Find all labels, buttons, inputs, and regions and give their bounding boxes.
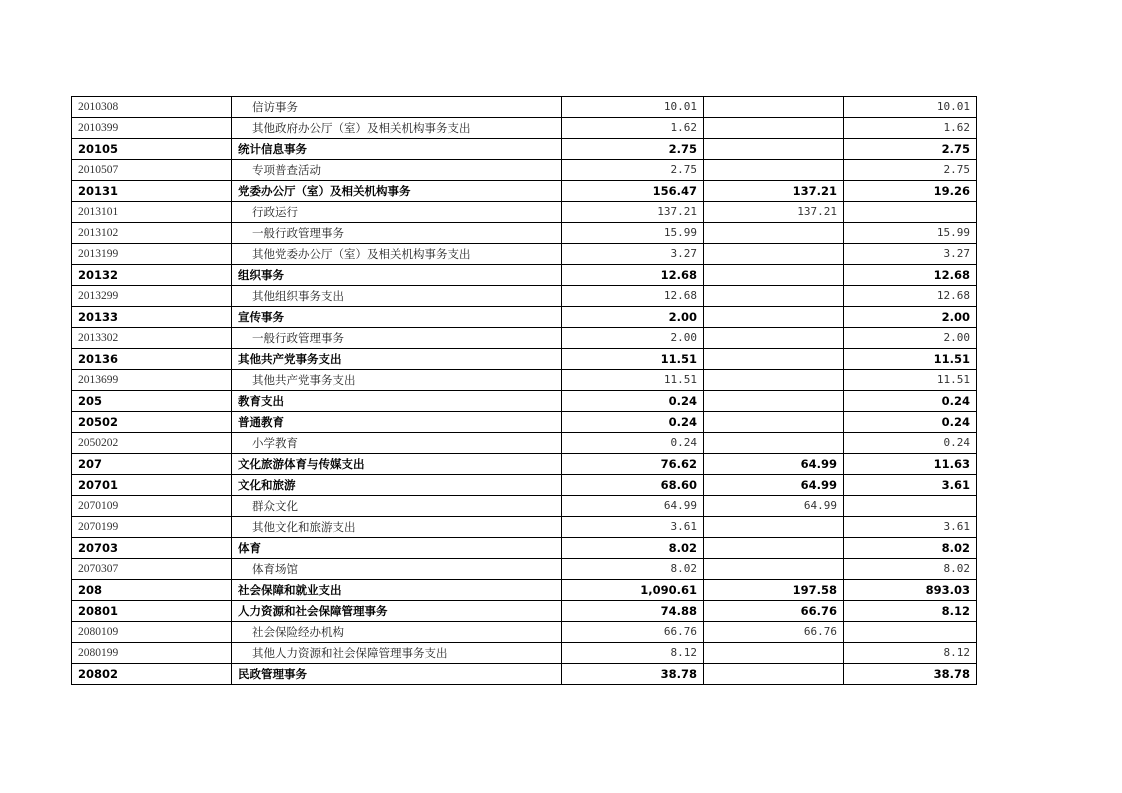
subject-code-cell: 2010399 [72, 118, 232, 139]
subject-name-cell: 其他共产党事务支出 [232, 370, 562, 391]
basic-expenditure-cell: 66.76 [704, 601, 844, 622]
table-row [72, 412, 977, 433]
project-expenditure-cell [844, 622, 977, 643]
subject-code-cell: 20136 [72, 349, 232, 370]
subject-name-cell: 行政运行 [232, 202, 562, 223]
total-amount-cell: 137.21 [562, 202, 704, 223]
total-amount-cell: 74.88 [562, 601, 704, 622]
total-amount-cell: 10.01 [562, 97, 704, 118]
table-row [72, 265, 977, 286]
table-row [72, 643, 977, 664]
subject-name-cell: 一般行政管理事务 [232, 223, 562, 244]
subject-code-cell: 2013699 [72, 370, 232, 391]
subject-code-cell: 20502 [72, 412, 232, 433]
basic-expenditure-cell [704, 643, 844, 664]
total-amount-cell: 12.68 [562, 265, 704, 286]
table-row [72, 580, 977, 601]
subject-code-cell: 20802 [72, 664, 232, 685]
subject-name-cell: 其他组织事务支出 [232, 286, 562, 307]
subject-code-cell: 2013299 [72, 286, 232, 307]
table-row [72, 181, 977, 202]
table-row [72, 454, 977, 475]
total-amount-cell: 76.62 [562, 454, 704, 475]
total-amount-cell: 2.00 [562, 307, 704, 328]
subject-code-cell: 2070199 [72, 517, 232, 538]
subject-name-cell: 信访事务 [232, 97, 562, 118]
total-amount-cell: 64.99 [562, 496, 704, 517]
table-body [72, 97, 977, 685]
total-amount-cell: 66.76 [562, 622, 704, 643]
subject-name-cell: 教育支出 [232, 391, 562, 412]
project-expenditure-cell: 2.75 [844, 160, 977, 181]
total-amount-cell: 8.02 [562, 538, 704, 559]
subject-code-cell: 208 [72, 580, 232, 601]
table-row [72, 349, 977, 370]
subject-name-cell: 其他文化和旅游支出 [232, 517, 562, 538]
basic-expenditure-cell [704, 433, 844, 454]
basic-expenditure-cell: 64.99 [704, 496, 844, 517]
subject-name-cell: 民政管理事务 [232, 664, 562, 685]
basic-expenditure-cell [704, 370, 844, 391]
project-expenditure-cell: 10.01 [844, 97, 977, 118]
basic-expenditure-cell: 64.99 [704, 475, 844, 496]
basic-expenditure-cell: 64.99 [704, 454, 844, 475]
total-amount-cell: 11.51 [562, 370, 704, 391]
project-expenditure-cell: 38.78 [844, 664, 977, 685]
project-expenditure-cell: 8.12 [844, 601, 977, 622]
project-expenditure-cell: 12.68 [844, 265, 977, 286]
table-row [72, 622, 977, 643]
total-amount-cell: 156.47 [562, 181, 704, 202]
subject-code-cell: 2013302 [72, 328, 232, 349]
basic-expenditure-cell [704, 328, 844, 349]
project-expenditure-cell: 8.12 [844, 643, 977, 664]
basic-expenditure-cell [704, 223, 844, 244]
subject-name-cell: 群众文化 [232, 496, 562, 517]
subject-name-cell: 其他党委办公厅（室）及相关机构事务支出 [232, 244, 562, 265]
basic-expenditure-cell [704, 559, 844, 580]
subject-name-cell: 宣传事务 [232, 307, 562, 328]
total-amount-cell: 0.24 [562, 391, 704, 412]
table-row [72, 223, 977, 244]
total-amount-cell: 12.68 [562, 286, 704, 307]
total-amount-cell: 2.75 [562, 139, 704, 160]
total-amount-cell: 2.75 [562, 160, 704, 181]
basic-expenditure-cell [704, 265, 844, 286]
basic-expenditure-cell [704, 286, 844, 307]
subject-name-cell: 小学教育 [232, 433, 562, 454]
table-row [72, 391, 977, 412]
basic-expenditure-cell [704, 538, 844, 559]
subject-code-cell: 2070307 [72, 559, 232, 580]
table-row [72, 118, 977, 139]
project-expenditure-cell: 2.75 [844, 139, 977, 160]
table-row [72, 244, 977, 265]
table-row [72, 538, 977, 559]
table-row [72, 664, 977, 685]
basic-expenditure-cell [704, 139, 844, 160]
basic-expenditure-cell [704, 307, 844, 328]
project-expenditure-cell: 0.24 [844, 412, 977, 433]
subject-name-cell: 组织事务 [232, 265, 562, 286]
subject-code-cell: 20132 [72, 265, 232, 286]
subject-name-cell: 其他人力资源和社会保障管理事务支出 [232, 643, 562, 664]
project-expenditure-cell: 19.26 [844, 181, 977, 202]
subject-code-cell: 20133 [72, 307, 232, 328]
basic-expenditure-cell [704, 349, 844, 370]
subject-code-cell: 20801 [72, 601, 232, 622]
table-row [72, 559, 977, 580]
subject-name-cell: 社会保险经办机构 [232, 622, 562, 643]
project-expenditure-cell: 3.61 [844, 475, 977, 496]
table-row [72, 601, 977, 622]
subject-name-cell: 一般行政管理事务 [232, 328, 562, 349]
subject-name-cell: 文化和旅游 [232, 475, 562, 496]
subject-code-cell: 20131 [72, 181, 232, 202]
total-amount-cell: 15.99 [562, 223, 704, 244]
subject-name-cell: 体育 [232, 538, 562, 559]
project-expenditure-cell: 0.24 [844, 433, 977, 454]
basic-expenditure-cell [704, 160, 844, 181]
project-expenditure-cell [844, 496, 977, 517]
total-amount-cell: 1,090.61 [562, 580, 704, 601]
subject-name-cell: 普通教育 [232, 412, 562, 433]
table-row [72, 286, 977, 307]
subject-code-cell: 2010507 [72, 160, 232, 181]
project-expenditure-cell [844, 202, 977, 223]
total-amount-cell: 8.12 [562, 643, 704, 664]
subject-name-cell: 文化旅游体育与传媒支出 [232, 454, 562, 475]
basic-expenditure-cell [704, 118, 844, 139]
total-amount-cell: 68.60 [562, 475, 704, 496]
project-expenditure-cell: 2.00 [844, 307, 977, 328]
total-amount-cell: 11.51 [562, 349, 704, 370]
total-amount-cell: 3.61 [562, 517, 704, 538]
subject-code-cell: 2080199 [72, 643, 232, 664]
project-expenditure-cell: 8.02 [844, 538, 977, 559]
basic-expenditure-cell [704, 517, 844, 538]
subject-name-cell: 社会保障和就业支出 [232, 580, 562, 601]
subject-name-cell: 人力资源和社会保障管理事务 [232, 601, 562, 622]
subject-name-cell: 专项普查活动 [232, 160, 562, 181]
basic-expenditure-cell [704, 244, 844, 265]
project-expenditure-cell: 2.00 [844, 328, 977, 349]
table-row [72, 475, 977, 496]
subject-code-cell: 2050202 [72, 433, 232, 454]
total-amount-cell: 3.27 [562, 244, 704, 265]
table-row [72, 307, 977, 328]
table-row [72, 97, 977, 118]
table-row [72, 202, 977, 223]
total-amount-cell: 0.24 [562, 412, 704, 433]
project-expenditure-cell: 893.03 [844, 580, 977, 601]
project-expenditure-cell: 3.27 [844, 244, 977, 265]
subject-code-cell: 2080109 [72, 622, 232, 643]
subject-name-cell: 党委办公厅（室）及相关机构事务 [232, 181, 562, 202]
project-expenditure-cell: 15.99 [844, 223, 977, 244]
basic-expenditure-cell [704, 664, 844, 685]
subject-code-cell: 2013199 [72, 244, 232, 265]
subject-code-cell: 205 [72, 391, 232, 412]
table-row [72, 433, 977, 454]
subject-name-cell: 其他政府办公厅（室）及相关机构事务支出 [232, 118, 562, 139]
project-expenditure-cell: 0.24 [844, 391, 977, 412]
table-row [72, 370, 977, 391]
project-expenditure-cell: 8.02 [844, 559, 977, 580]
subject-code-cell: 2070109 [72, 496, 232, 517]
total-amount-cell: 1.62 [562, 118, 704, 139]
table-row [72, 328, 977, 349]
total-amount-cell: 0.24 [562, 433, 704, 454]
project-expenditure-cell: 3.61 [844, 517, 977, 538]
subject-name-cell: 统计信息事务 [232, 139, 562, 160]
basic-expenditure-cell: 66.76 [704, 622, 844, 643]
subject-code-cell: 20105 [72, 139, 232, 160]
subject-code-cell: 20703 [72, 538, 232, 559]
subject-code-cell: 2013101 [72, 202, 232, 223]
budget-expenditure-table [71, 96, 977, 685]
subject-name-cell: 体育场馆 [232, 559, 562, 580]
basic-expenditure-cell: 197.58 [704, 580, 844, 601]
total-amount-cell: 38.78 [562, 664, 704, 685]
basic-expenditure-cell: 137.21 [704, 181, 844, 202]
table-row [72, 517, 977, 538]
project-expenditure-cell: 11.51 [844, 370, 977, 391]
subject-code-cell: 20701 [72, 475, 232, 496]
table-row [72, 160, 977, 181]
basic-expenditure-cell [704, 412, 844, 433]
project-expenditure-cell: 11.51 [844, 349, 977, 370]
subject-code-cell: 207 [72, 454, 232, 475]
total-amount-cell: 2.00 [562, 328, 704, 349]
total-amount-cell: 8.02 [562, 559, 704, 580]
basic-expenditure-cell: 137.21 [704, 202, 844, 223]
basic-expenditure-cell [704, 391, 844, 412]
subject-name-cell: 其他共产党事务支出 [232, 349, 562, 370]
table-row [72, 496, 977, 517]
project-expenditure-cell: 12.68 [844, 286, 977, 307]
subject-code-cell: 2010308 [72, 97, 232, 118]
basic-expenditure-cell [704, 97, 844, 118]
project-expenditure-cell: 11.63 [844, 454, 977, 475]
table-row [72, 139, 977, 160]
subject-code-cell: 2013102 [72, 223, 232, 244]
project-expenditure-cell: 1.62 [844, 118, 977, 139]
